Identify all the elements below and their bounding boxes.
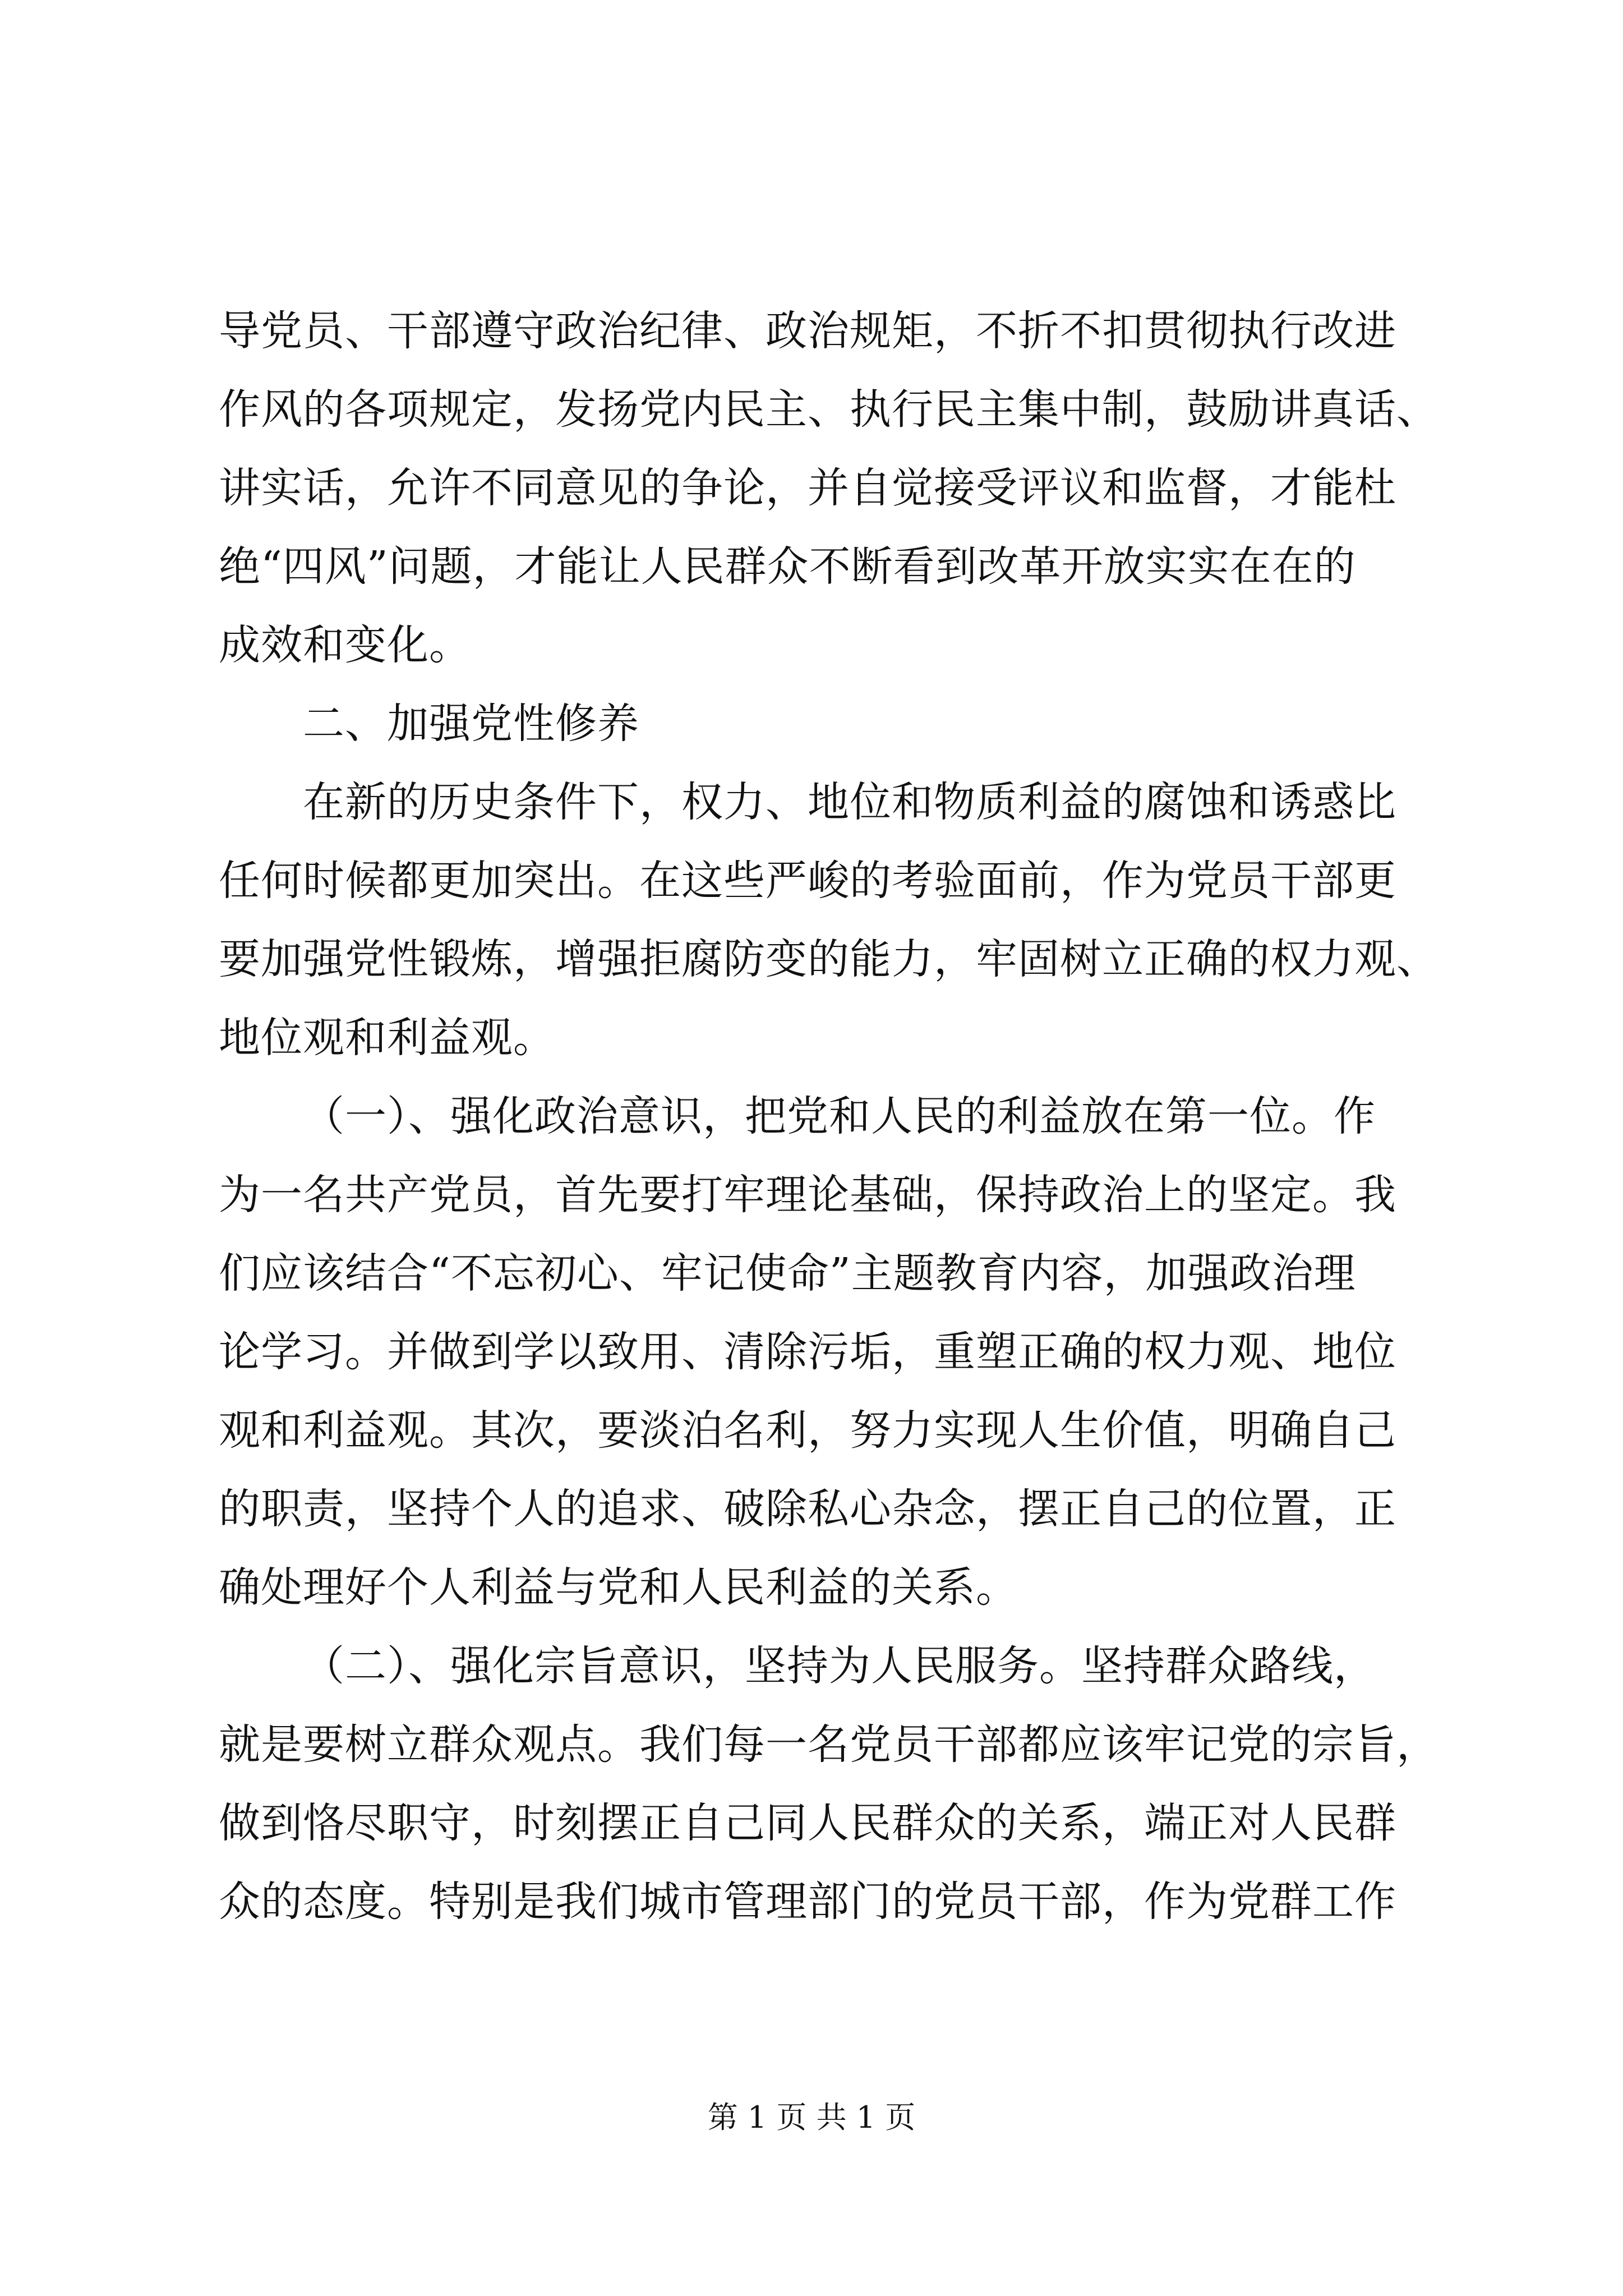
- text-line: 就是要树立群众观点。我们每一名党员干部都应该牢记党的宗旨，: [219, 1720, 1438, 1769]
- subsection-heading: （二）、强化宗旨意识，坚持为人民服务。坚持群众路线，: [303, 1642, 1376, 1690]
- text-line: 做到恪尽职守，时刻摆正自己同人民群众的关系，端正对人民群: [219, 1799, 1396, 1847]
- text-line: 讲实话，允许不同意见的争论，并自觉接受评议和监督，才能杜: [219, 464, 1396, 512]
- text-line: 在新的历史条件下，权力、地位和物质利益的腐蚀和诱惑比: [303, 778, 1396, 826]
- document-body: [219, 292, 1438, 1941]
- text-line: 作风的各项规定，发扬党内民主、执行民主集中制，鼓励讲真话、: [219, 385, 1438, 434]
- text-line: 为一名共产党员，首先要打牢理论基础，保持政治上的坚定。我: [219, 1171, 1396, 1219]
- text-line: 的职责，坚持个人的追求、破除私心杂念，摆正自己的位置，正: [219, 1485, 1396, 1533]
- text-line: 确处理好个人利益与党和人民利益的关系。: [219, 1563, 1018, 1612]
- text-line: 成效和变化。: [219, 621, 471, 669]
- text-line: 们应该结合“不忘初心、牢记使命”主题教育内容，加强政治理: [219, 1249, 1356, 1297]
- page-number: 第 1 页 共 1 页: [707, 2100, 916, 2135]
- text-line: 绝“四风”问题，才能让人民群众不断看到改革开放实实在在的: [219, 542, 1356, 591]
- subsection-heading: （一）、强化政治意识，把党和人民的利益放在第一位。作: [303, 1092, 1376, 1140]
- text-line: 任何时候都更加突出。在这些严峻的考验面前，作为党员干部更: [219, 857, 1396, 905]
- text-line: 地位观和利益观。: [219, 1014, 555, 1062]
- text-line: 论学习。并做到学以致用、清除污垢，重塑正确的权力观、地位: [219, 1328, 1396, 1376]
- text-line: 观和利益观。其次，要淡泊名利，努力实现人生价值，明确自己: [219, 1406, 1396, 1455]
- text-line: 众的态度。特别是我们城市管理部门的党员干部，作为党群工作: [219, 1878, 1396, 1926]
- page-footer: [0, 2095, 1623, 2140]
- section-heading: 二、加强党性修养: [303, 700, 639, 748]
- text-line: 要加强党性锻炼，增强拒腐防变的能力，牢固树立正确的权力观、: [219, 935, 1438, 983]
- text-line: 导党员、干部遵守政治纪律、政治规矩，不折不扣贯彻执行改进: [219, 307, 1396, 355]
